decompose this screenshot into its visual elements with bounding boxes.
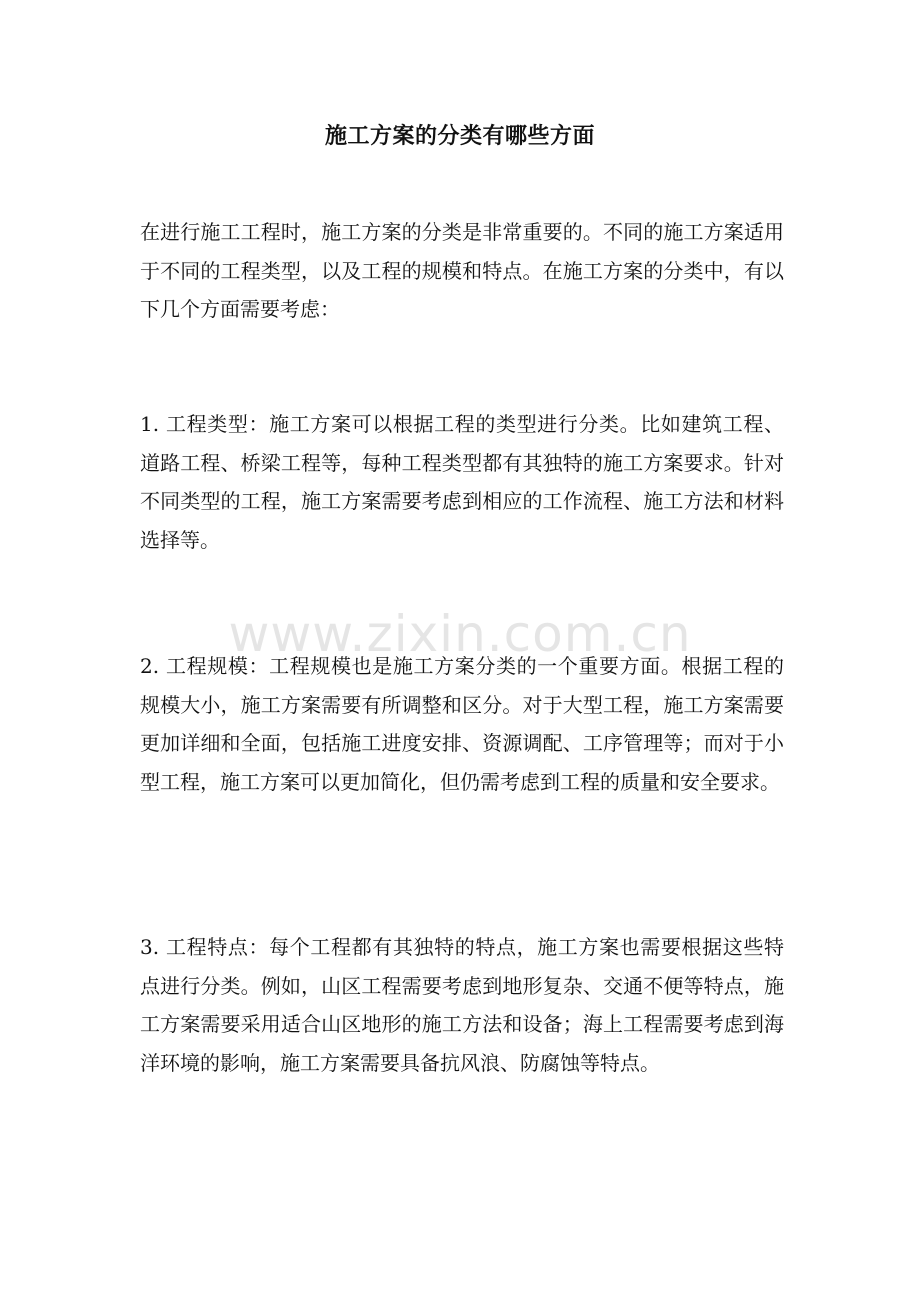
section-paragraph-3: 3. 工程特点：每个工程都有其独特的特点，施工方案也需要根据这些特点进行分类。例如，山区工程需要考虑到地形复杂、交通不便等特点，施工方案需要采用适合山区地形的施工方法和设备；海上工程需要考虑到海洋环境的影响，施工方案需要具备抗风浪、防腐蚀等特点。 bbox=[140, 935, 784, 1075]
section-paragraph-2: 2. 工程规模：工程规模也是施工方案分类的一个重要方面。根据工程的规模大小，施工方案需要有所调整和区分。对于大型工程，施工方案需要更加详细和全面，包括施工进度安排、资源调配、工序管理等；而对于小型工程，施工方案可以更加简化，但仍需考虑到工程的质量和安全要求。 bbox=[140, 654, 784, 794]
document-title: 施工方案的分类有哪些方面 bbox=[324, 123, 595, 149]
section-paragraph-1: 1. 工程类型：施工方案可以根据工程的类型进行分类。比如建筑工程、道路工程、桥梁工程等，每种工程类型都有其独特的施工方案要求。针对不同类型的工程，施工方案需要考虑到相应的工作流程、施工方法和材料选择等。 bbox=[140, 412, 784, 552]
watermark: www.zixin.com.cn bbox=[228, 605, 692, 663]
intro-paragraph: 在进行施工工程时，施工方案的分类是非常重要的。不同的施工方案适用于不同的工程类型，以及工程的规模和特点。在施工方案的分类中，有以下几个方面需要考虑： bbox=[140, 220, 784, 321]
